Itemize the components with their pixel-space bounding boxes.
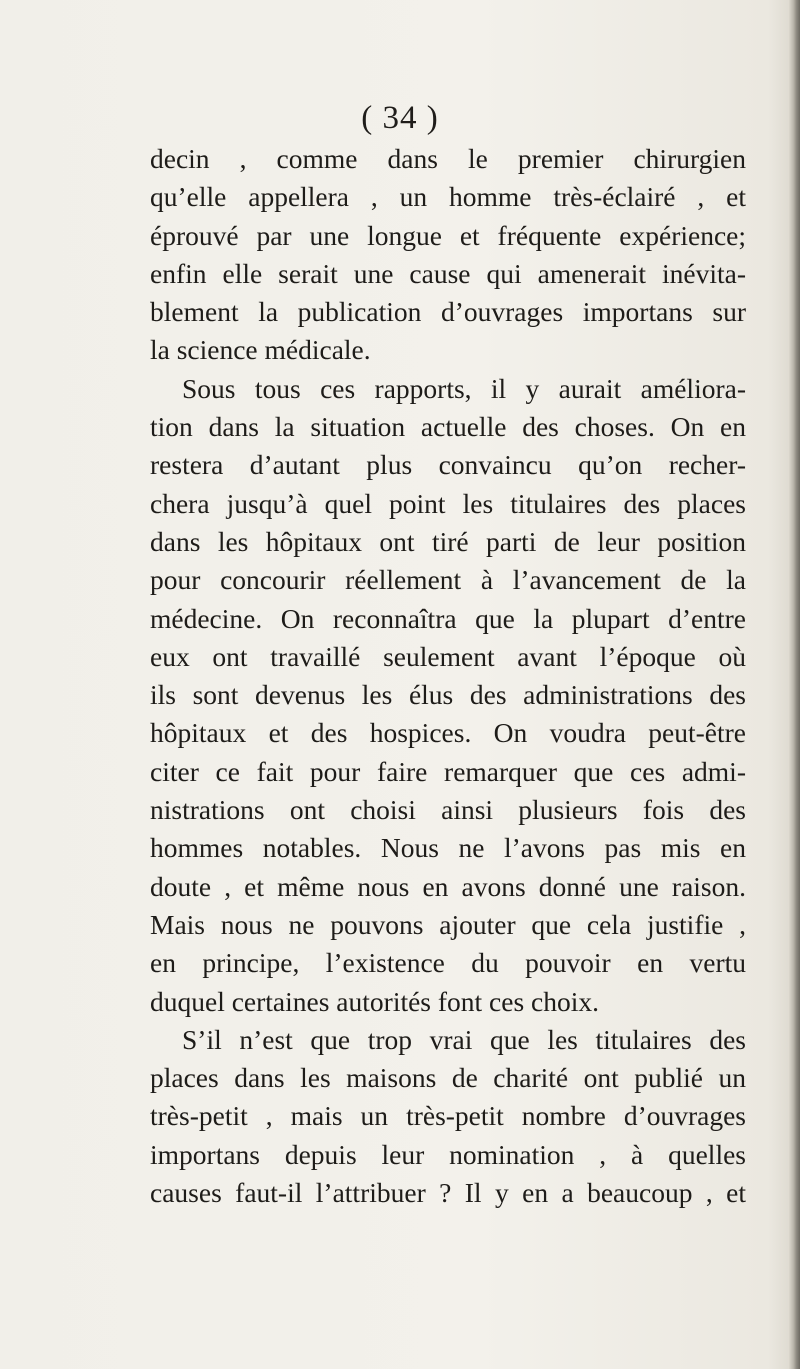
text-line: nistrations ont choisi ainsi plusieurs fois des bbox=[150, 794, 746, 826]
text-line: chera jusqu’à quel point les titulaires des places bbox=[150, 487, 746, 519]
text-line: enfin elle serait une cause qui amenerait inévita- bbox=[150, 257, 746, 289]
text-line: en principe, l’existence du pouvoir en vertu bbox=[150, 947, 746, 979]
text-line: qu’elle appellera , un homme très-éclairé , et bbox=[150, 181, 746, 213]
text-line: ils sont devenus les élus des administrations des bbox=[150, 679, 746, 711]
text-line: dans les hôpitaux ont tiré parti de leur position bbox=[150, 525, 746, 557]
text-line: causes faut-il l’attribuer ? Il y en a beaucoup , et bbox=[150, 1177, 746, 1209]
text-line: Mais nous ne pouvons ajouter que cela justifie , bbox=[150, 908, 746, 940]
text-line: doute , et même nous en avons donné une raison. bbox=[150, 870, 746, 902]
text-line: duquel certaines autorités font ces choix. bbox=[150, 985, 600, 1017]
text-line: S’il n’est que trop vrai que les titulaires des bbox=[182, 1023, 746, 1055]
paragraph-2 bbox=[150, 370, 746, 1021]
text-line: hôpitaux et des hospices. On voudra peut-être bbox=[150, 717, 746, 749]
text-line: très-petit , mais un très-petit nombre d’ouvrages bbox=[150, 1100, 746, 1132]
text-line: decin , comme dans le premier chirurgien bbox=[150, 143, 746, 174]
text-line: blement la publication d’ouvrages importans sur bbox=[150, 296, 746, 328]
text-line: Sous tous ces rapports, il y aurait améliora- bbox=[182, 372, 746, 404]
text-line: restera d’autant plus convaincu qu’on recher- bbox=[150, 449, 746, 481]
body-text bbox=[150, 140, 746, 1212]
paragraph-1 bbox=[150, 140, 746, 370]
text-line: citer ce fait pour faire remarquer que ces admi- bbox=[150, 755, 746, 787]
text-line: pour concourir réellement à l’avancement de la bbox=[150, 564, 746, 596]
text-line: hommes notables. Nous ne l’avons pas mis en bbox=[150, 832, 746, 864]
text-line: la science médicale. bbox=[150, 334, 371, 366]
text-line: places dans les maisons de charité ont publié un bbox=[150, 1062, 746, 1094]
page-number: ( 34 ) bbox=[361, 100, 439, 136]
text-line: tion dans la situation actuelle des choses. On en bbox=[150, 411, 746, 443]
text-line: médecine. On reconnaîtra que la plupart d’entre bbox=[150, 602, 746, 634]
page-edge-shadow bbox=[788, 0, 800, 1369]
text-line: éprouvé par une longue et fréquente expérience; bbox=[150, 219, 746, 251]
paragraph-3 bbox=[150, 1021, 746, 1212]
text-line: importans depuis leur nomination , à quelles bbox=[150, 1138, 746, 1170]
text-line: eux ont travaillé seulement avant l’époque où bbox=[150, 640, 746, 672]
